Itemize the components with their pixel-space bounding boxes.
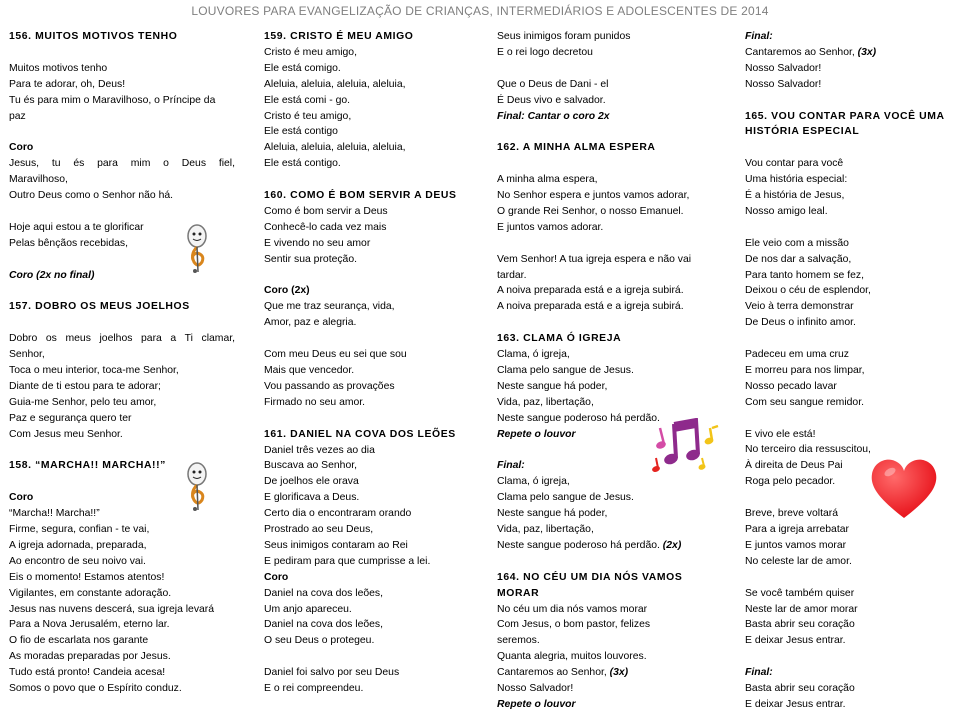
lyric-line: Daniel na cova dos leões, xyxy=(264,587,383,599)
lyric-line: “Marcha!! Marcha!!” xyxy=(9,508,100,520)
lyric-line: Seus inimigos contaram ao Rei xyxy=(264,539,408,551)
blank-line xyxy=(745,649,950,665)
lyric-line: Ele está comi - go. xyxy=(264,94,351,106)
lyric-line xyxy=(497,665,719,681)
lyric-line: Maravilhoso, xyxy=(9,174,68,186)
section-label: Coro xyxy=(9,142,34,154)
lyric-line: No Senhor espera e juntos vamos adorar, xyxy=(497,190,690,202)
lyric-line: É a história de Jesus, xyxy=(745,190,845,202)
lyric-line: Para te adorar, oh, Deus! xyxy=(9,78,126,90)
blank-line xyxy=(264,331,464,347)
lyric-line: E pediram para que cumprisse a lei. xyxy=(264,555,431,567)
lyric-line: Certo dia o encontraram orando xyxy=(264,508,412,520)
song-title: 165. VOU CONTAR PARA VOCÊ UMA xyxy=(745,110,945,122)
column-1 xyxy=(9,29,235,720)
lyric-line: E o rei logo decretou xyxy=(497,46,593,58)
lyric-line: Nosso amigo leal. xyxy=(745,205,828,217)
blank-line xyxy=(745,331,950,347)
blank-line xyxy=(497,156,719,172)
lyric-line: Aleluia, aleluia, aleluia, aleluia, xyxy=(264,78,406,90)
song-title: HISTÓRIA ESPECIAL xyxy=(745,126,860,138)
lyric-line: Cristo é teu amigo, xyxy=(264,110,352,122)
lyric-line: No céu um dia nós vamos morar xyxy=(497,603,648,615)
lyric-line: De nos dar a salvação, xyxy=(745,253,852,265)
blank-line xyxy=(497,61,719,77)
lyric-line: Somos o povo que o Espírito conduz. xyxy=(9,683,182,695)
lyric-line: Outro Deus como o Senhor não há. xyxy=(9,190,174,202)
repeat-marker: (3x) xyxy=(609,667,629,679)
lyric-line: Diante de ti estou para te adorar; xyxy=(9,380,161,392)
lyric-line: Daniel na cova dos leões, xyxy=(264,619,383,631)
lyric-line: À direita de Deus Pai xyxy=(745,460,843,472)
lyric-line: Prostrado ao seu Deus, xyxy=(264,524,374,536)
lyric-line: Nosso Salvador! xyxy=(745,62,822,74)
lyric-line: É Deus vivo e salvador. xyxy=(497,94,606,106)
song-title: 159. CRISTO É MEU AMIGO xyxy=(264,31,414,42)
lyric-line: Muitos motivos tenho xyxy=(9,62,108,74)
lyric-line: Que o Deus de Dani - el xyxy=(497,78,609,90)
treble-clef-character-icon xyxy=(180,460,214,512)
lyric-line: A igreja adornada, preparada, xyxy=(9,539,147,551)
lyric-line: Como é bom servir a Deus xyxy=(264,205,388,217)
lyric-line: A minha alma espera, xyxy=(497,174,598,186)
lyric-line: Vou passando as provações xyxy=(264,380,395,392)
lyric-line: O grande Rei Senhor, o nosso Emanuel. xyxy=(497,205,684,217)
lyric-line: Neste lar de amor morar xyxy=(745,603,858,615)
lyric-line: E vivendo no seu amor xyxy=(264,237,371,249)
lyric-line: Para tanto homem se fez, xyxy=(745,269,864,281)
song-title: 156. MUITOS MOTIVOS TENHO xyxy=(9,31,178,42)
lyric-line: Senhor, xyxy=(9,349,45,361)
lyric-line: Neste sangue há poder, xyxy=(497,508,608,520)
blank-line xyxy=(264,172,464,188)
lyric-line: Padeceu em uma cruz xyxy=(745,349,849,361)
lyric-line: Roga pelo pecador. xyxy=(745,476,836,488)
song-title: MORAR xyxy=(497,587,540,599)
blank-line xyxy=(497,124,719,140)
lyric-line: Para a Nova Jerusalém, eterno lar. xyxy=(9,619,170,631)
lyric-line: Com Jesus, o bom pastor, felizes xyxy=(497,619,651,631)
lyric-line: E vivo ele está! xyxy=(745,428,816,440)
lyric-line: Mais que vencedor. xyxy=(264,364,355,376)
blank-line xyxy=(264,649,464,665)
lyric-line: Vem Senhor! A tua igreja espera e não vai xyxy=(497,253,692,265)
lyric-line: Com seu sangue remidor. xyxy=(745,396,864,408)
blank-line xyxy=(9,315,235,331)
lyric-line: De Deus o infinito amor. xyxy=(745,317,856,329)
instruction-line: Final: xyxy=(745,667,773,679)
instruction-line: Final: xyxy=(497,460,525,472)
lyric-line: Nosso pecado lavar xyxy=(745,380,837,392)
lyric-line: Hoje aqui estou a te glorificar xyxy=(9,221,144,233)
lyric-line: As moradas preparadas por Jesus. xyxy=(9,651,171,663)
blank-line xyxy=(745,220,950,236)
lyric-line: Toca o meu interior, toca-me Senhor, xyxy=(9,364,179,376)
lyric-line: Nosso Salvador! xyxy=(745,78,822,90)
lyric-line: Neste sangue poderoso há perdão. xyxy=(497,412,660,424)
blank-line xyxy=(264,268,464,284)
lyric-line: De joelhos ele orava xyxy=(264,476,359,488)
lyric-line: Guia-me Senhor, pelo teu amor, xyxy=(9,396,157,408)
lyric-line: E deixar Jesus entrar. xyxy=(745,698,846,710)
lyric-line: Amor, paz e alegria. xyxy=(264,317,357,329)
lyric-line: Clama pelo sangue de Jesus. xyxy=(497,492,634,504)
lyric-line: Daniel foi salvo por seu Deus xyxy=(264,667,400,679)
blank-line xyxy=(497,554,719,570)
lyric-line: No celeste lar de amor. xyxy=(745,555,852,567)
lyric-line: Daniel três vezes ao dia xyxy=(264,444,375,456)
song-title: 163. CLAMA Ó IGREJA xyxy=(497,333,622,345)
lyric-line: Basta abrir seu coração xyxy=(745,683,855,695)
lyric-line: Vou contar para você xyxy=(745,158,844,170)
lyric-line: Ele está contigo xyxy=(264,126,338,138)
column-2 xyxy=(264,29,464,720)
lyric-line: O fio de escarlata nos garante xyxy=(9,635,149,647)
lyric-line: Firme, segura, confian - te vai, xyxy=(9,523,150,535)
lyric-line: Pelas bênçãos recebidas, xyxy=(9,237,128,249)
section-label: Coro xyxy=(9,492,34,504)
lyric-line xyxy=(745,45,950,61)
lyric-line: Conhecê-lo cada vez mais xyxy=(264,221,387,233)
lyric-line: Jesus, tu és para mim o Deus fiel, xyxy=(9,158,235,170)
section-label: Coro (2x) xyxy=(264,285,310,297)
lyric-line: Ele está contigo. xyxy=(264,158,341,170)
lyric-line: E morreu para nos limpar, xyxy=(745,364,865,376)
treble-clef-character-icon xyxy=(180,222,214,274)
lyric-line: Seus inimigos foram punidos xyxy=(497,31,631,42)
lyric-line: Eis o momento! Estamos atentos! xyxy=(9,571,165,583)
lyric-line: Clama pelo sangue de Jesus. xyxy=(497,364,634,376)
lyric-line: Quanta alegria, muitos louvores. xyxy=(497,651,647,663)
blank-line xyxy=(745,570,950,586)
song-title: 160. COMO É BOM SERVIR A DEUS xyxy=(264,190,457,202)
column-3 xyxy=(497,29,719,720)
lyric-line: Para a igreja arrebatar xyxy=(745,524,849,535)
section-label: Coro xyxy=(264,571,289,583)
lyric-line: Que me traz seurança, vida, xyxy=(264,301,395,313)
lyric-line: Clama, ó igreja, xyxy=(497,349,570,361)
lyric-line: Breve, breve voltará xyxy=(745,508,838,520)
lyric-line: Clama, ó igreja, xyxy=(497,476,570,488)
lyric-line: Vigilantes, em constante adoração. xyxy=(9,587,172,599)
lyric-line: Deixou o céu de esplendor, xyxy=(745,285,871,297)
lyric-line: Ele veio com a missão xyxy=(745,237,849,249)
instruction-line: Coro (2x no final) xyxy=(9,269,95,281)
lyric-line: Ao encontro de seu noivo vai. xyxy=(9,555,146,567)
lyric-line: Buscava ao Senhor, xyxy=(264,460,358,472)
column-4 xyxy=(745,29,950,720)
lyric-line: Jesus nas nuvens descerá, sua igreja levará xyxy=(9,603,215,615)
lyric-line: Ele está comigo. xyxy=(264,62,341,74)
lyric-line: E juntos vamos morar xyxy=(745,539,847,551)
instruction-line: Final: xyxy=(745,31,773,42)
lyric-line: Cristo é meu amigo, xyxy=(264,46,357,58)
lyric-line: Nosso Salvador! xyxy=(497,683,574,695)
lyric-line: Vida, paz, libertação, xyxy=(497,524,594,535)
song-title: 161. DANIEL NA COVA DOS LEÕES xyxy=(264,428,456,440)
instruction-line: Repete o louvor xyxy=(497,698,576,710)
heart-icon xyxy=(868,456,940,522)
blank-line xyxy=(9,442,235,458)
lyric-line: O seu Deus o protegeu. xyxy=(264,635,375,647)
lyric-line: Um anjo apareceu. xyxy=(264,603,352,615)
lyric-line: seremos. xyxy=(497,635,540,647)
lyric-line: Tu és para mim o Maravilhoso, o Príncipe da xyxy=(9,94,216,106)
song-title: 164. NO CÉU UM DIA NÓS VAMOS xyxy=(497,571,683,583)
lyric-line: Firmado no seu amor. xyxy=(264,396,366,408)
lyric-line: Paz e segurança quero ter xyxy=(9,412,132,424)
lyric-line: E o rei compreendeu. xyxy=(264,683,364,695)
lyric-text: Neste sangue poderoso há perdão. xyxy=(497,539,663,551)
instruction-line: Repete o louvor xyxy=(497,428,576,440)
blank-line xyxy=(497,236,719,252)
lyric-line: Uma história especial: xyxy=(745,174,848,186)
repeat-marker: (3x) xyxy=(857,46,877,58)
page-header: LOUVORES PARA EVANGELIZAÇÃO DE CRIANÇAS, INTERMEDIÁRIOS E ADOLESCENTES DE 2014 xyxy=(191,4,769,18)
blank-line xyxy=(745,411,950,427)
lyric-line: A noiva preparada está e a igreja subirá. xyxy=(497,285,684,297)
blank-line xyxy=(9,45,235,61)
lyric-line: Dobro os meus joelhos para a Ti clamar, xyxy=(9,333,235,345)
lyric-text: Cantaremos ao Senhor, xyxy=(745,46,858,58)
lyric-line: Basta abrir seu coração xyxy=(745,619,855,631)
blank-line xyxy=(497,315,719,331)
lyric-text: Cantaremos ao Senhor, xyxy=(497,667,610,679)
blank-line xyxy=(745,140,950,156)
lyric-line: tardar. xyxy=(497,269,527,281)
lyric-line: Vida, paz, libertação, xyxy=(497,396,594,408)
blank-line xyxy=(745,93,950,109)
song-title: 162. A MINHA ALMA ESPERA xyxy=(497,142,656,154)
lyric-line: No terceiro dia ressuscitou, xyxy=(745,444,871,456)
lyric-line: Se você também quiser xyxy=(745,587,855,599)
lyric-line: E deixar Jesus entrar. xyxy=(745,635,846,647)
lyric-line: E juntos vamos adorar. xyxy=(497,221,604,233)
lyric-line: Com Jesus meu Senhor. xyxy=(9,428,123,440)
song-title: 157. DOBRO OS MEUS JOELHOS xyxy=(9,301,190,313)
lyric-line: Aleluia, aleluia, aleluia, aleluia, xyxy=(264,142,406,154)
lyric-line: Com meu Deus eu sei que sou xyxy=(264,349,407,361)
lyric-line: Neste sangue há poder, xyxy=(497,380,608,392)
lyric-line: A noiva preparada está e a igreja subirá. xyxy=(497,301,684,313)
lyric-line xyxy=(497,538,719,554)
blank-line xyxy=(9,283,235,299)
lyric-line: paz xyxy=(9,110,26,122)
lyric-line: Tudo está pronto! Candeia acesa! xyxy=(9,667,166,679)
song-title: 158. “MARCHA!! MARCHA!!” xyxy=(9,460,166,472)
blank-line xyxy=(264,411,464,427)
instruction-line: Final: Cantar o coro 2x xyxy=(497,110,610,122)
lyric-line: Sentir sua proteção. xyxy=(264,253,357,265)
blank-line xyxy=(9,124,235,140)
lyric-line: Veio à terra demonstrar xyxy=(745,301,854,313)
lyric-line: E glorificava a Deus. xyxy=(264,492,360,504)
blank-line xyxy=(9,204,235,220)
repeat-marker: (2x) xyxy=(662,539,682,551)
music-notes-icon xyxy=(652,418,724,474)
